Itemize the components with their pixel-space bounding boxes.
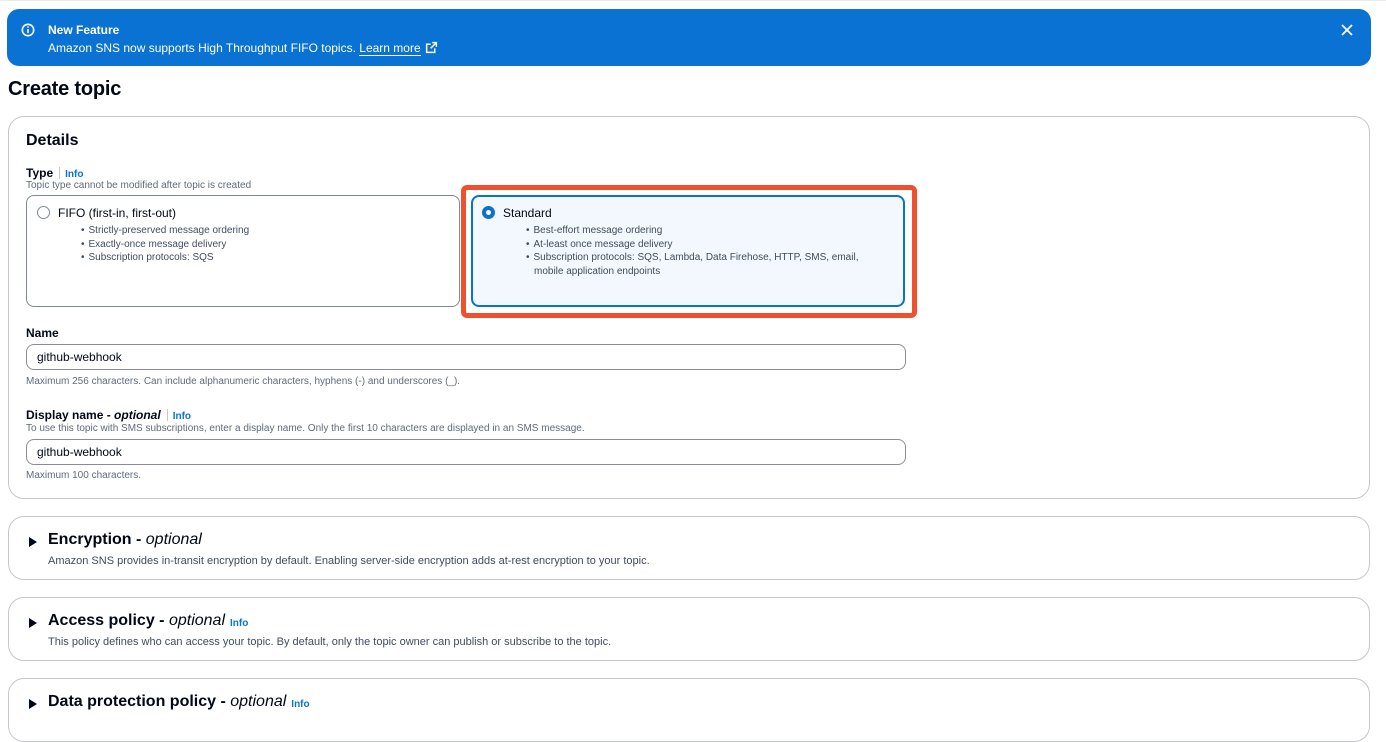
access-policy-section[interactable] (8, 597, 1370, 661)
fifo-type-tile[interactable] (26, 195, 460, 307)
details-heading: Details (26, 132, 79, 149)
access-policy-description: This policy defines who can access your topic. By default, only the topic owner can publish or subscribe to the topic. (48, 636, 612, 648)
name-input[interactable] (26, 344, 906, 370)
close-icon[interactable] (1339, 22, 1355, 38)
banner-message (48, 41, 438, 55)
new-feature-banner (7, 9, 1371, 66)
info-icon (21, 23, 35, 37)
encryption-heading[interactable] (48, 531, 202, 549)
data-protection-policy-section[interactable] (8, 678, 1370, 742)
learn-more-label: Learn more (359, 41, 421, 55)
type-info-link[interactable]: Info (65, 169, 84, 180)
list-item: • Best-effort message ordering (526, 224, 886, 238)
data-protection-policy-optional: optional (230, 693, 287, 710)
encryption-section[interactable] (8, 516, 1370, 580)
external-link-icon[interactable] (425, 41, 438, 54)
standard-type-tile[interactable] (471, 195, 905, 307)
separator (59, 167, 60, 179)
standard-radio[interactable] (482, 206, 495, 219)
caret-right-icon[interactable] (29, 537, 37, 547)
access-policy-heading[interactable] (48, 612, 248, 630)
data-protection-info-link[interactable]: Info (291, 699, 310, 710)
list-item: • Subscription protocols: SQS, Lambda, Data Firehose, HTTP, SMS, email, mobile application endpoints (526, 251, 886, 278)
standard-title: Standard (503, 206, 552, 220)
banner-message-text: Amazon SNS now supports High Throughput FIFO topics. (48, 41, 356, 55)
fifo-title: FIFO (first-in, first-out) (58, 206, 176, 220)
display-name-optional: optional (114, 408, 161, 422)
list-item: • Exactly-once message delivery (81, 238, 249, 252)
access-policy-title: Access policy - (48, 612, 169, 629)
fifo-features (81, 224, 249, 265)
data-protection-policy-title: Data protection policy - (48, 693, 231, 710)
encryption-title: Encryption - (48, 531, 146, 548)
standard-features (526, 224, 886, 278)
name-label: Name (26, 326, 59, 340)
display-name-input[interactable] (26, 439, 906, 465)
list-item: • Strictly-preserved message ordering (81, 224, 249, 238)
display-name-description: To use this topic with SMS subscriptions, enter a display name. Only the first 10 characters are displayed in an SMS message. (26, 423, 585, 434)
details-container (8, 116, 1370, 499)
caret-right-icon[interactable] (29, 618, 37, 628)
data-protection-policy-heading[interactable] (48, 693, 310, 711)
learn-more-link[interactable] (359, 41, 420, 56)
list-item: • At-least once message delivery (526, 238, 886, 252)
top-divider (0, 0, 1386, 1)
display-name-info-link[interactable]: Info (172, 411, 192, 422)
list-item: • Subscription protocols: SQS (81, 251, 249, 265)
display-name-label-row (26, 406, 191, 424)
fifo-radio[interactable] (37, 206, 50, 219)
type-description: Topic type cannot be modified after topic is created (26, 180, 252, 191)
type-label: Type (26, 166, 54, 180)
caret-right-icon[interactable] (29, 699, 37, 709)
encryption-description: Amazon SNS provides in-transit encryption by default. Enabling server-side encryption adds at-rest encryption to your topic. (48, 555, 650, 567)
access-policy-info-link[interactable]: Info (230, 618, 249, 629)
display-name-constraint: Maximum 100 characters. (26, 470, 142, 481)
display-name-label: Display name - (26, 408, 115, 422)
name-constraint: Maximum 256 characters. Can include alphanumeric characters, hyphens (-) and underscores (_). (26, 376, 461, 387)
access-policy-optional: optional (168, 612, 225, 629)
page-title: Create topic (8, 78, 122, 100)
banner-title: New Feature (48, 23, 120, 37)
separator (167, 409, 168, 421)
encryption-optional: optional (145, 531, 202, 548)
